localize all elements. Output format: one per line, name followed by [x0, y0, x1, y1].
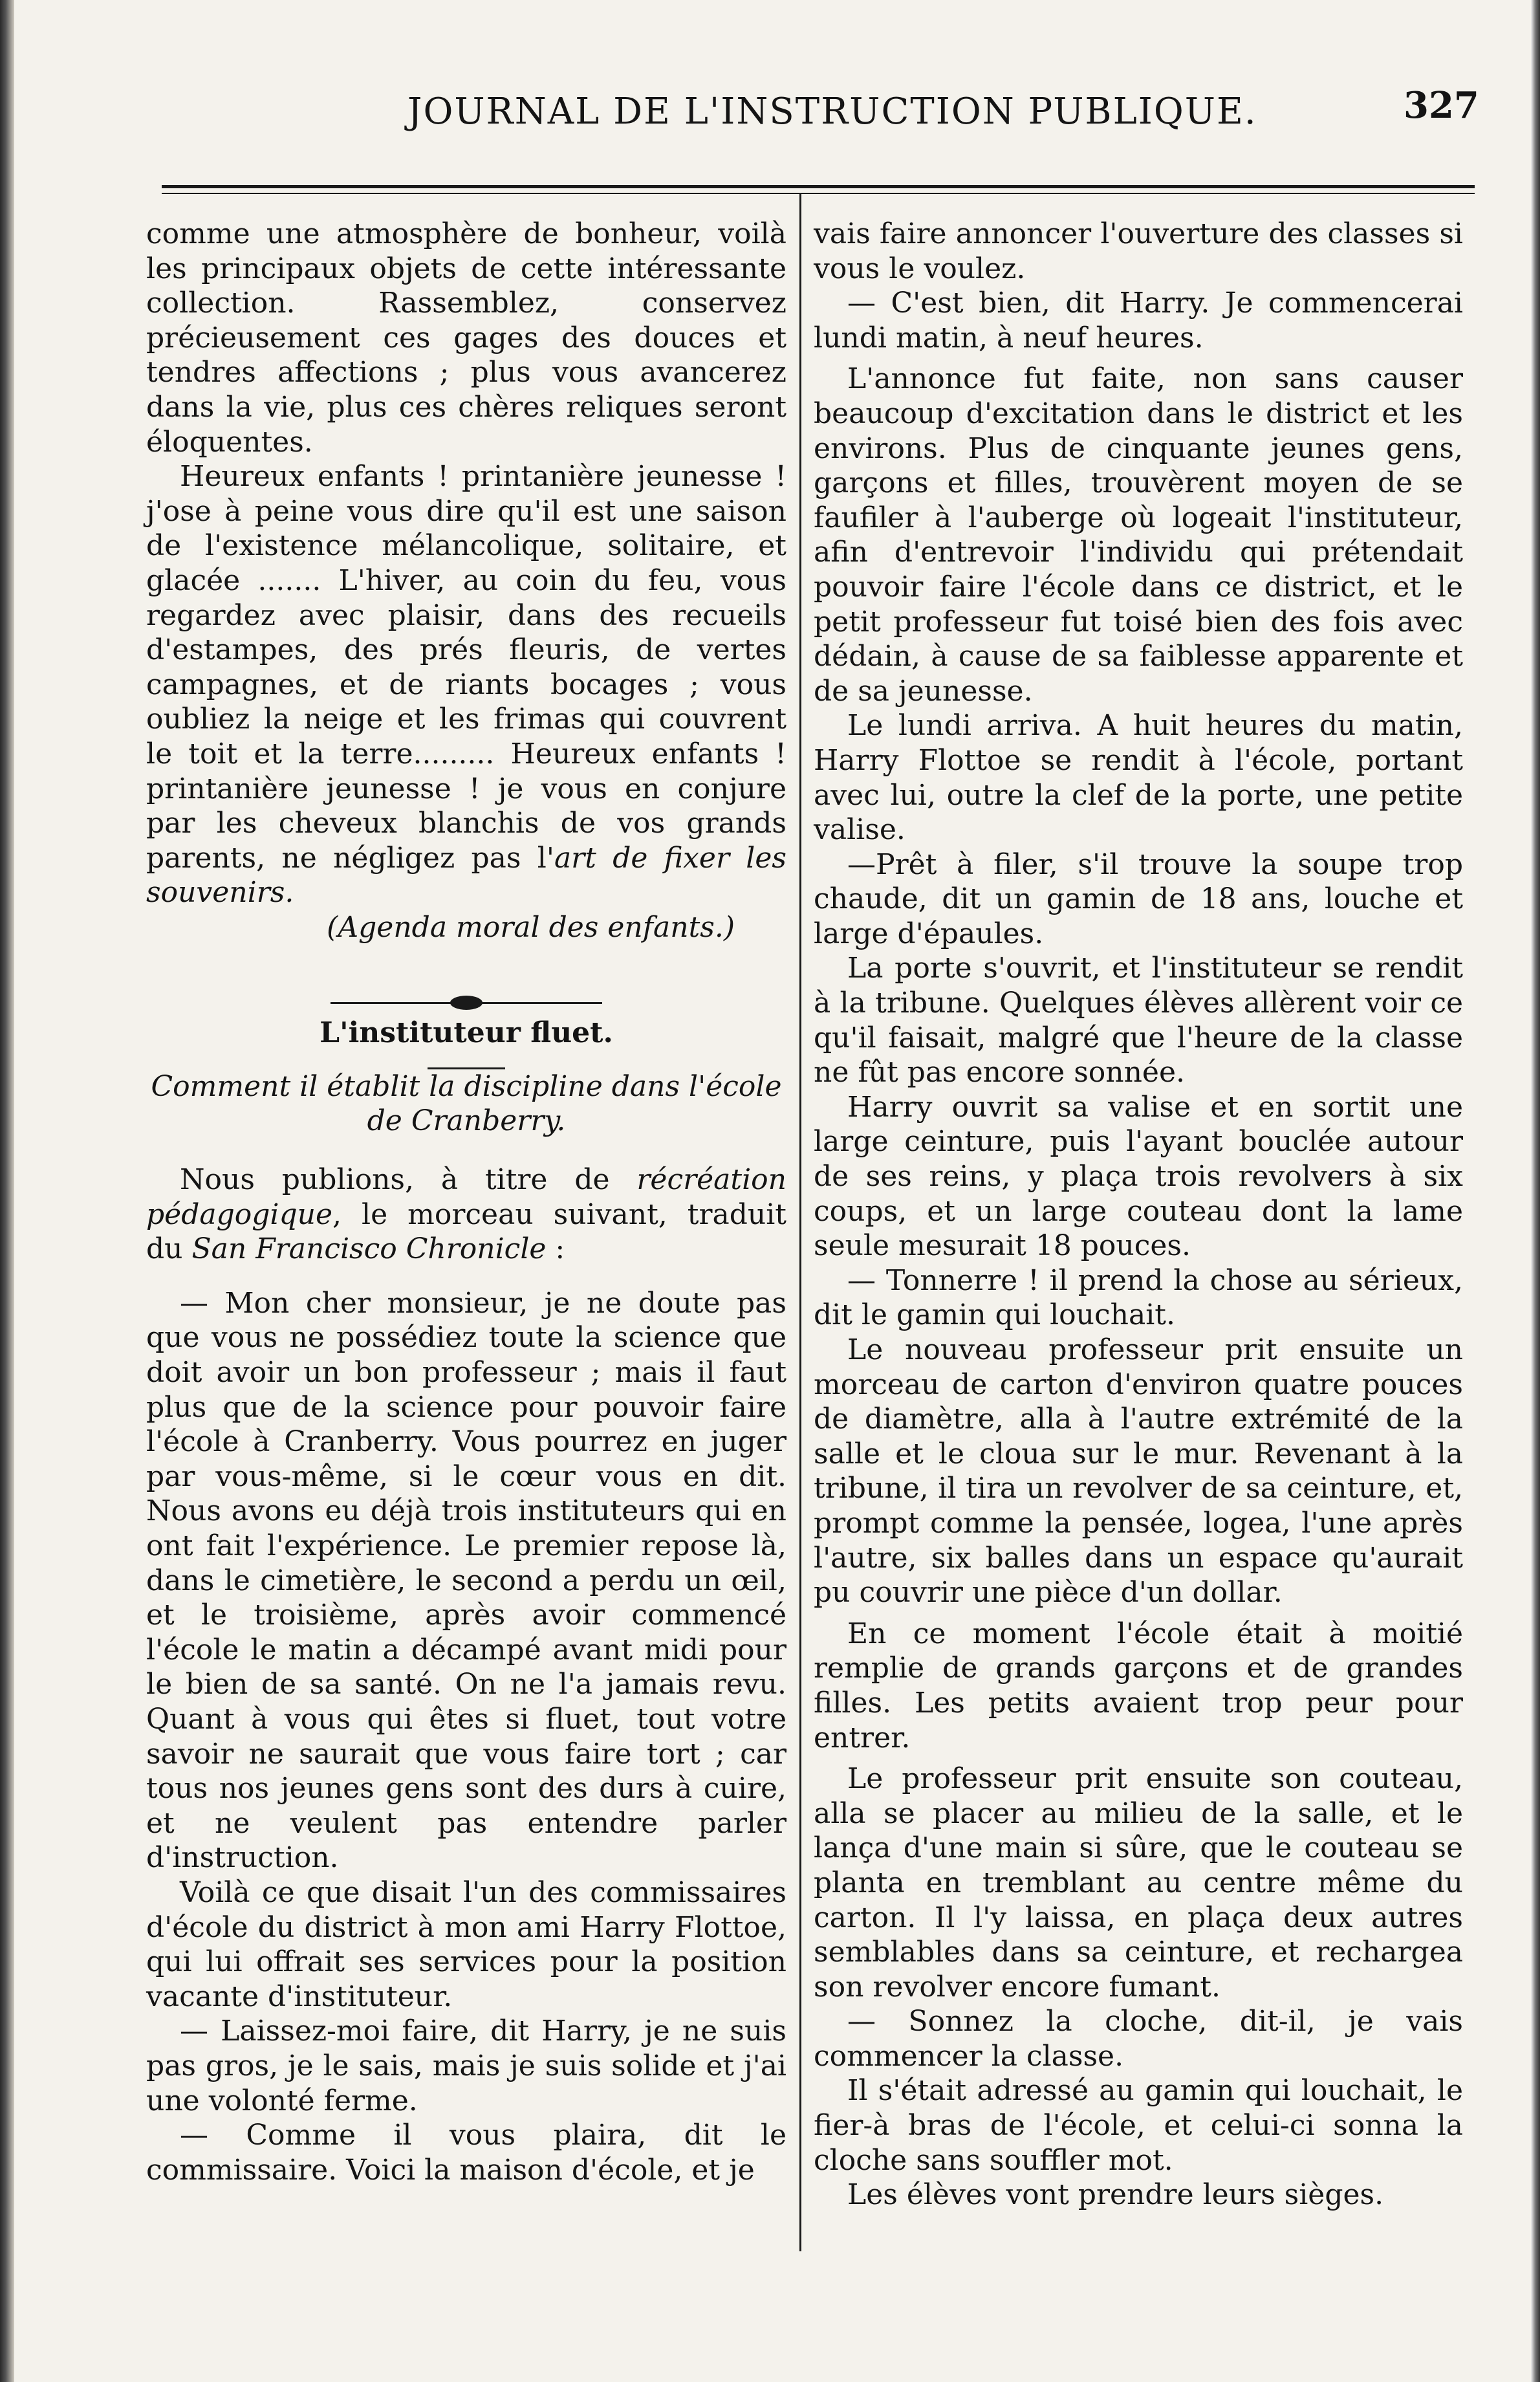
paragraph: — Mon cher monsieur, je ne doute pas que vous ne possédiez toute la science que doit avoir un bon professeur ; mais il faut plus que de la science pour pouvoir faire l'école à Cranberry. Vous pourrez en juger par vous-même, si le cœur vous en dit. Nous avons eu déjà trois instituteurs qui en ont fait l'expérience. Le premier repose là, dans le cimetière, le second a perdu un œil, et le troisième, après avoir commencé l'école le matin a décampé avant midi pour le bien de sa santé. On ne l'a jamais revu. Quant à vous qui êtes si fluet, tout votre savoir ne saurait que vous faire tort ; car tous nos jeunes gens sont des durs à cuire, et ne veulent pas entendre parler d'instruction. — [146, 1286, 786, 1875]
paragraph: Le lundi arriva. A huit heures du matin, Harry Flottoe se rendit à l'école, portant avec lui, outre la clef de la porte, une petite valise. — [814, 709, 1463, 847]
paragraph: — C'est bien, dit Harry. Je commencerai lundi matin, à neuf heures. — [814, 287, 1463, 355]
paragraph: — Comme il vous plaira, dit le commissaire. Voici la maison d'école, et je — [146, 2119, 786, 2187]
paragraph: Voilà ce que disait l'un des commissaires d'école du district à mon ami Harry Flottoe, qui lui offrait ses services pour la position vacante d'instituteur. — [146, 1875, 786, 2013]
running-title: JOURNAL DE L'INSTRUCTION PUBLIQUE. — [407, 91, 1257, 133]
italic-phrase: art de fixer les souvenirs. — [146, 841, 786, 910]
source-attribution: (Agenda moral des enfants.) — [327, 910, 735, 944]
ornament-line — [476, 1002, 602, 1004]
page-header — [162, 84, 1479, 155]
paragraph — [146, 459, 786, 910]
page-number: 327 — [1404, 84, 1479, 127]
article-subtitle: Comment il établit la discipline dans l'école de Cranberry. — [151, 1070, 782, 1138]
paragraph: — Laissez-moi faire, dit Harry, je ne suis pas gros, je le sais, mais je suis solide et j'ai une volonté ferme. — [146, 2015, 786, 2117]
paragraph-text: , le morceau suivant, traduit du — [146, 1197, 786, 1266]
paragraph: vais faire annoncer l'ouverture des classes si vous le voulez. — [814, 217, 1463, 285]
paragraph: Le professeur prit ensuite son couteau, alla se placer au milieu de la salle, et le lança d'une main si sûre, que le couteau se planta en tremblant au centre même du carton. Il l'y laissa, en plaça deux autres semblables dans sa ceinture, et rechargea son revolver encore fumant. — [814, 1762, 1463, 2004]
page-binding-edge — [0, 0, 14, 2382]
article-title: L'instituteur fluet. — [320, 1016, 613, 1050]
paragraph: —Prêt à filer, s'il trouve la soupe trop chaude, dit un gamin de 18 ans, louche et large d'épaules. — [814, 847, 1463, 950]
paragraph-text: Heureux enfants ! printanière jeunesse ! j'ose à peine vous dire qu'il est une saison de l'existence mélancolique, solitaire, et glacée ....... L'hiver, au coin du feu, vous regardez avec plaisir, dans des recueils d'estampes, des prés fleuris, de vertes campagnes, et de riants bocages ; vous oubliez la neige et les frimas qui couvrent le toit et la terre......... Heureux enfants ! printanière jeunesse ! je vous en conjure par les cheveux blanchis de vos grands parents, ne négligez pas l' — [146, 460, 786, 875]
paragraph-text: : — [546, 1232, 565, 1266]
paragraph: L'annonce fut faite, non sans causer beaucoup d'excitation dans le district et les environs. Plus de cinquante jeunes gens, garçons et filles, trouvèrent moyen de se faufiler à l'auberge où logeait l'instituteur, afin d'entrevoir l'individu qui prétendait pouvoir faire l'école dans ce district, et le petit professeur fut toisé bien des fois avec dédain, à cause de sa faiblesse apparente et de sa jeunesse. — [814, 362, 1463, 708]
paragraph: Il s'était adressé au gamin qui louchait, le fier-à bras de l'école, et celui-ci sonna la cloche sans souffler mot. — [814, 2074, 1463, 2177]
paragraph: Les élèves vont prendre leurs sièges. — [847, 2178, 1384, 2212]
page-right-edge — [1531, 0, 1540, 2382]
column-divider — [799, 194, 801, 2251]
paragraph-text: Nous publions, à titre de — [180, 1163, 637, 1197]
italic-phrase: San Francisco Chronicle — [191, 1232, 547, 1266]
paragraph: — Sonnez la cloche, dit-il, je vais commencer la classe. — [814, 2005, 1463, 2073]
header-rule-thick — [162, 185, 1475, 188]
left-column — [146, 217, 786, 2187]
paragraph: — Tonnerre ! il prend la chose au sérieux, dit le gamin qui louchait. — [814, 1263, 1463, 1332]
paragraph: comme une atmosphère de bonheur, voilà les principaux objets de cette intéressante collection. Rassemblez, conservez précieusement ces gages des douces et tendres affections ; plus vous avancerez dans la vie, plus ces chères reliques seront éloquentes. — [146, 217, 786, 459]
ornament-line — [331, 1002, 457, 1004]
right-column — [814, 217, 1463, 2213]
paragraph: La porte s'ouvrit, et l'instituteur se rendit à la tribune. Quelques élèves allèrent voir ce qu'il faisait, malgré que l'heure de la classe ne fût pas encore sonnée. — [814, 952, 1463, 1089]
paragraph: Harry ouvrit sa valise et en sortit une large ceinture, puis l'ayant bouclée autour de ses reins, y plaça trois revolvers à six coups, et un large couteau dont la lame seule mesurait 18 pouces. — [814, 1090, 1463, 1263]
section-ornament — [331, 990, 602, 1016]
italic-phrase: récréation pédagogique — [146, 1163, 786, 1231]
paragraph: En ce moment l'école était à moitié remplie de grands garçons et de grandes filles. Les petits avaient trop peur pour entrer. — [814, 1617, 1463, 1754]
paragraph — [146, 1163, 786, 1267]
paragraph: Le nouveau professeur prit ensuite un morceau de carton d'environ quatre pouces de diamètre, alla à l'autre extrémité de la salle et le cloua sur le mur. Revenant à la tribune, il tira un revolver de sa ceinture, et, prompt comme la pensée, logea, l'une après l'autre, six balles dans un espace qu'aurait pu couvrir une pièce d'un dollar. — [814, 1333, 1463, 1610]
header-rule-thin — [162, 193, 1475, 194]
